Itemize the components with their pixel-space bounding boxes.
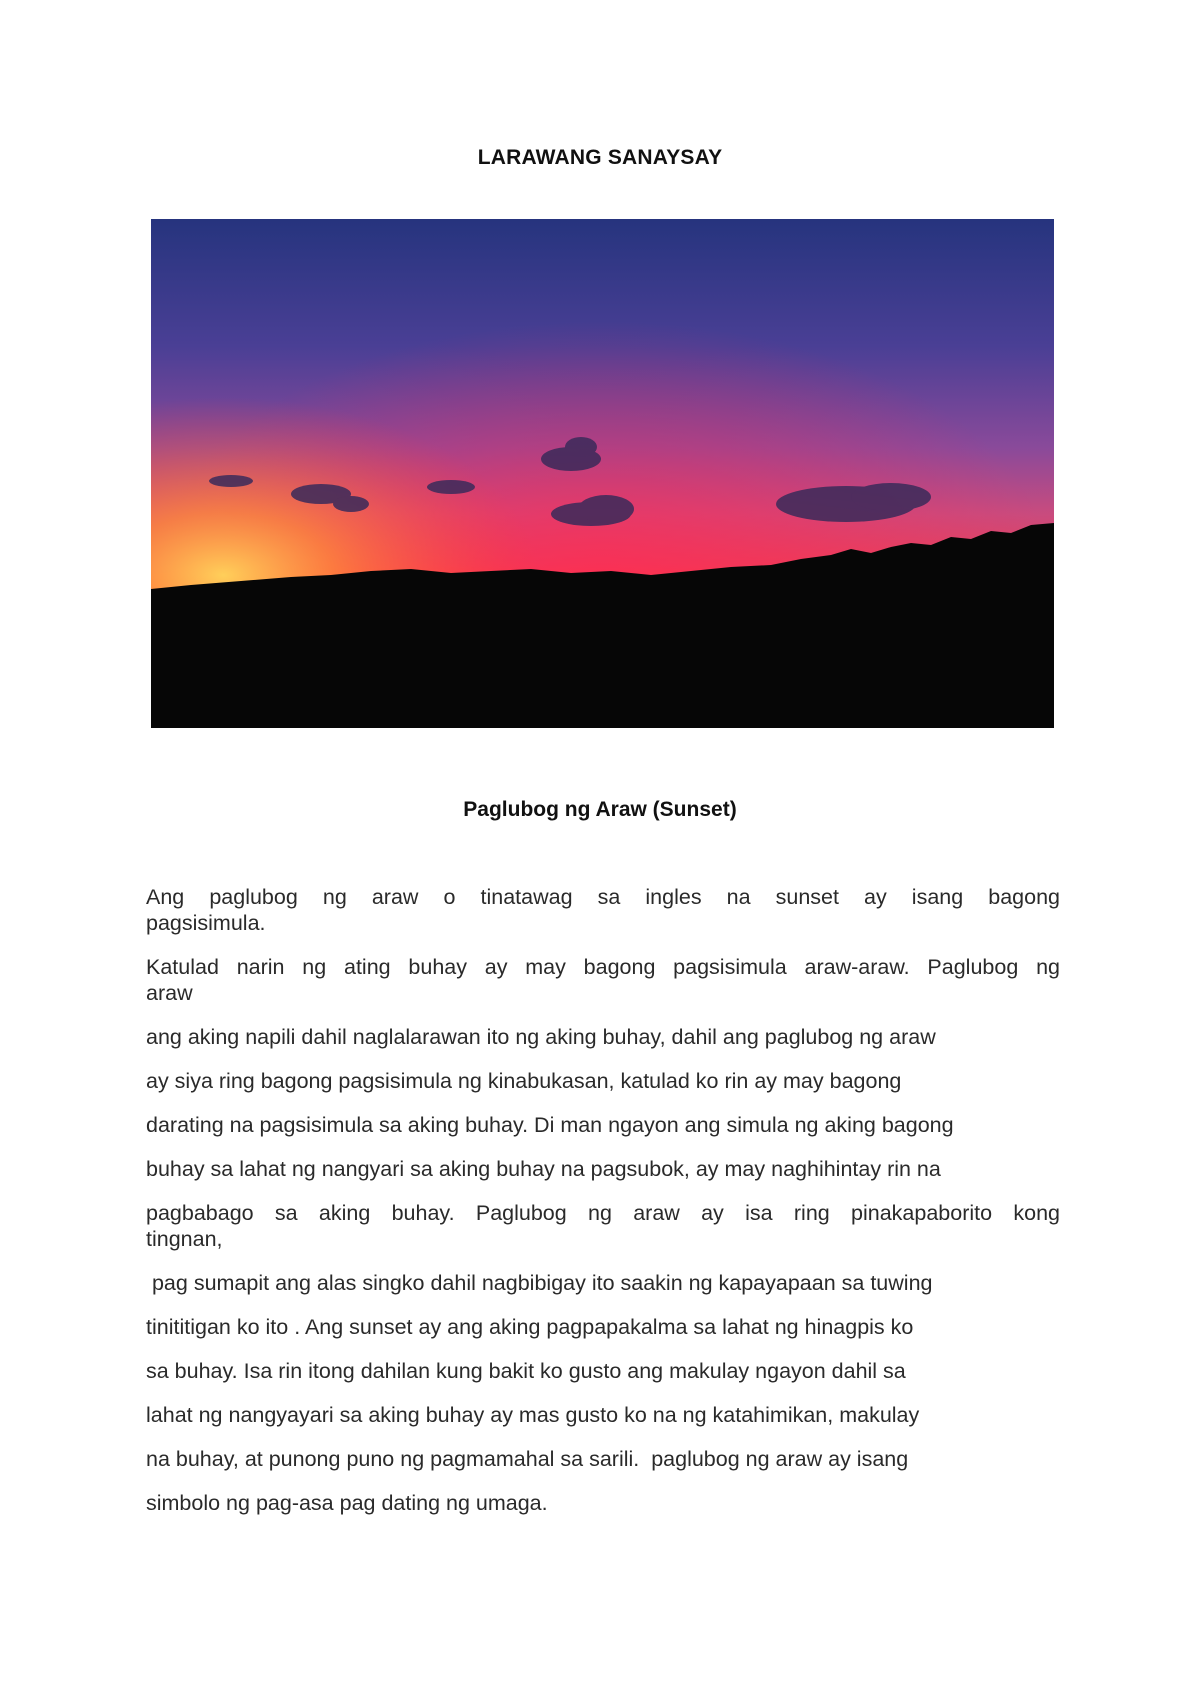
paragraph-line: buhay sa lahat ng nangyari sa aking buhay na pagsubok, ay may naghihintay rin na [146, 1157, 941, 1181]
essay-subtitle: Paglubog ng Araw (Sunset) [463, 798, 737, 821]
paragraph-line: sa buhay. Isa rin itong dahilan kung bakit ko gusto ang makulay ngayon dahil sa [146, 1359, 906, 1383]
paragraph-line: Katulad narin ng ating buhay ay may bagong pagsisimula araw-araw. Paglubog ng [146, 955, 1060, 979]
paragraph-line: tinititigan ko ito . Ang sunset ay ang aking pagpapakalma sa lahat ng hinagpis ko [146, 1315, 914, 1339]
paragraph [146, 1200, 1060, 1252]
paragraph-line: tingnan, [146, 1227, 223, 1251]
paragraph [146, 884, 1060, 936]
paragraph-line: pagbabago sa aking buhay. Paglubog ng araw ay isa ring pinakapaborito kong [146, 1201, 1060, 1225]
paragraph-line: simbolo ng pag-asa pag dating ng umaga. [146, 1491, 548, 1515]
essay-body [146, 884, 1060, 1534]
paragraph-line: lahat ng nangyayari sa aking buhay ay mas gusto ko na ng katahimikan, makulay [146, 1403, 920, 1427]
sunset-photo [151, 219, 1054, 728]
paragraph-line: araw [146, 981, 193, 1005]
paragraph-line: Ang paglubog ng araw o tinatawag sa ingles na sunset ay isang bagong [146, 885, 1060, 909]
sunset-image [151, 219, 1054, 728]
paragraph-line: ay siya ring bagong pagsisimula ng kinabukasan, katulad ko rin ay may bagong [146, 1069, 902, 1093]
paragraph-line: na buhay, at punong puno ng pagmamahal sa sarili. paglubog ng araw ay isang [146, 1447, 909, 1471]
paragraph-line: pag sumapit ang alas singko dahil nagbibigay ito saakin ng kapayapaan sa tuwing [146, 1271, 933, 1295]
paragraph [146, 954, 1060, 1006]
paragraph-line: ang aking napili dahil naglalarawan ito ng aking buhay, dahil ang paglubog ng araw [146, 1025, 936, 1049]
paragraph-line: darating na pagsisimula sa aking buhay. Di man ngayon ang simula ng aking bagong [146, 1113, 954, 1137]
page-title: LARAWANG SANAYSAY [477, 146, 723, 169]
paragraph-line: pagsisimula. [146, 911, 266, 935]
